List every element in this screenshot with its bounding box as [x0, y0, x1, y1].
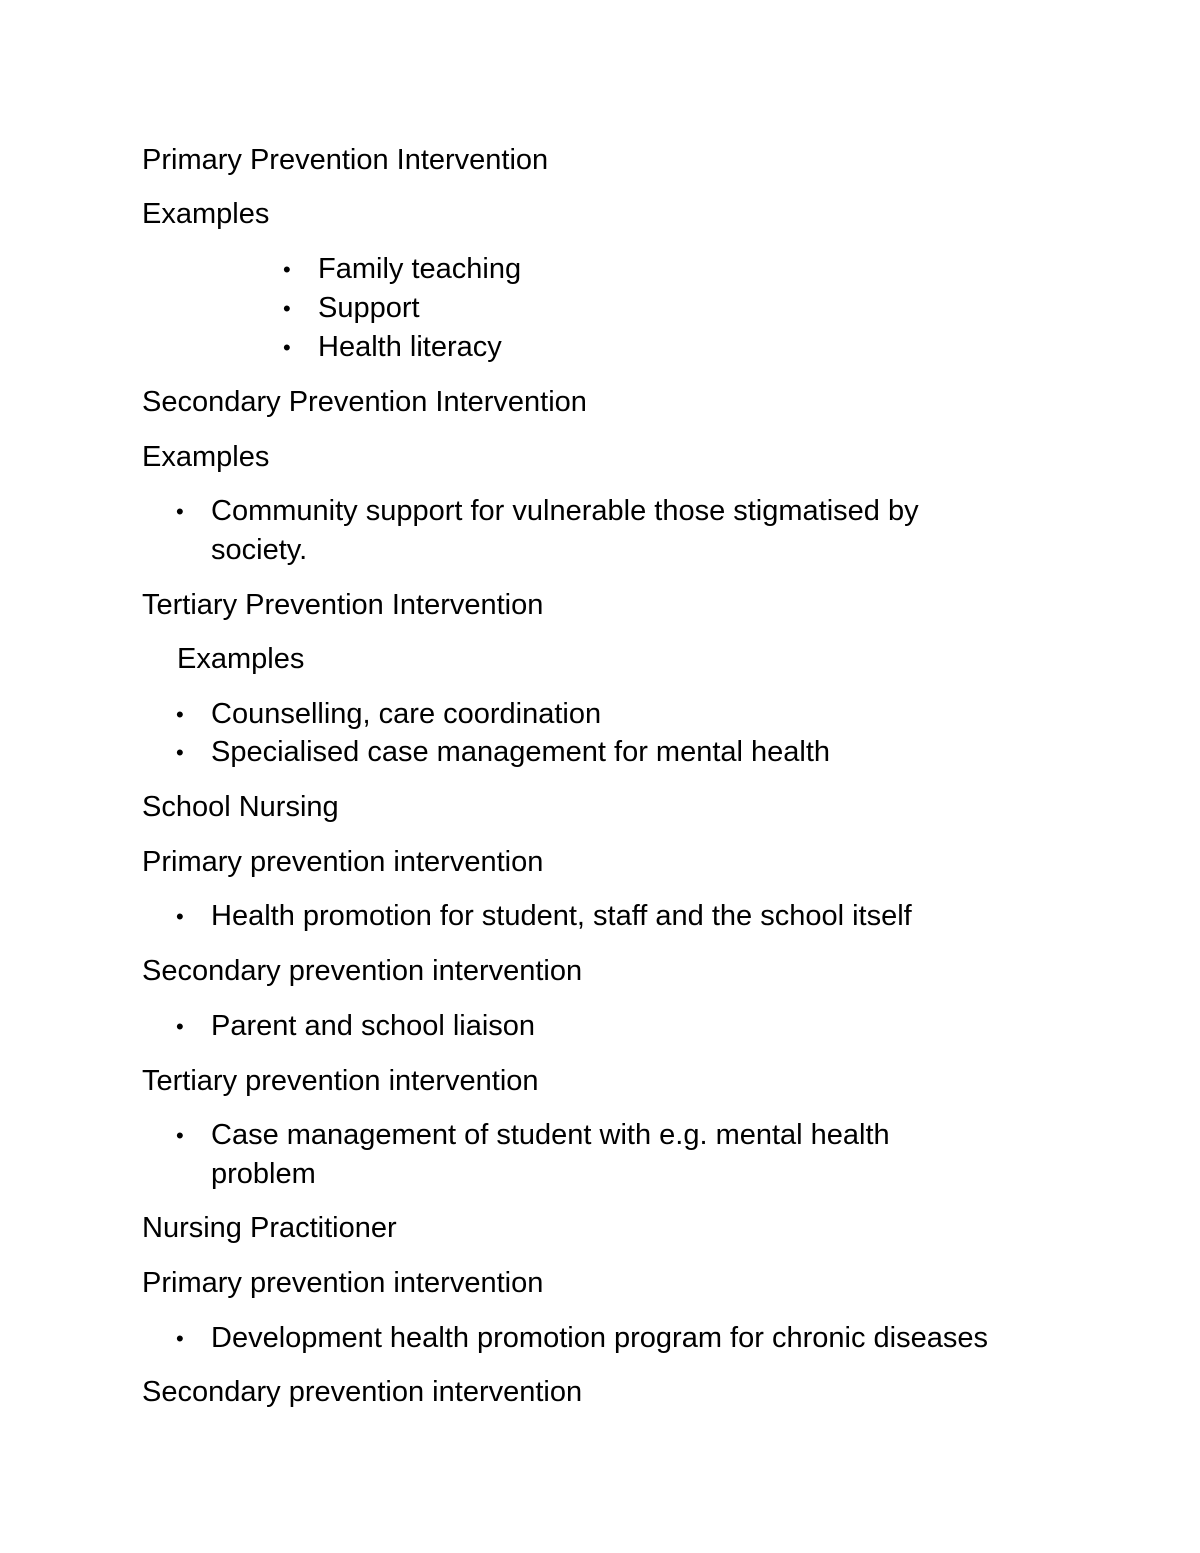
section-heading: Nursing Practitioner [142, 1212, 397, 1244]
bullet-icon: • [176, 1123, 184, 1148]
bullet-icon: • [176, 740, 184, 765]
list-item: Family teaching [318, 253, 522, 285]
section-heading: Secondary prevention intervention [142, 1376, 583, 1408]
list-item: Health literacy [318, 331, 502, 363]
section-subheading: Examples [177, 643, 305, 675]
section-heading: Primary Prevention Intervention [142, 144, 549, 176]
list-item-continuation: problem [211, 1158, 316, 1190]
section-heading: School Nursing [142, 791, 339, 823]
section-heading: Primary prevention intervention [142, 1267, 544, 1299]
list-item: Health promotion for student, staff and the school itself [211, 900, 912, 932]
bullet-icon: • [176, 1326, 184, 1351]
bullet-icon: • [176, 1014, 184, 1039]
list-item: Community support for vulnerable those stigmatised by [211, 495, 919, 527]
list-item: Parent and school liaison [211, 1010, 536, 1042]
bullet-icon: • [176, 904, 184, 929]
bullet-icon: • [283, 335, 291, 360]
list-item: Specialised case management for mental health [211, 736, 831, 768]
bullet-icon: • [176, 499, 184, 524]
list-item: Development health promotion program for chronic diseases [211, 1322, 988, 1354]
list-item: Counselling, care coordination [211, 698, 602, 730]
section-heading: Secondary Prevention Intervention [142, 386, 587, 418]
bullet-icon: • [283, 257, 291, 282]
section-heading: Tertiary Prevention Intervention [142, 589, 544, 621]
bullet-icon: • [176, 702, 184, 727]
section-subheading: Examples [142, 441, 270, 473]
list-item: Case management of student with e.g. mental health [211, 1119, 890, 1151]
bullet-icon: • [283, 296, 291, 321]
section-heading: Primary prevention intervention [142, 846, 544, 878]
list-item: Support [318, 292, 420, 324]
section-subheading: Examples [142, 198, 270, 230]
section-heading: Secondary prevention intervention [142, 955, 583, 987]
list-item-continuation: society. [211, 534, 308, 566]
section-heading: Tertiary prevention intervention [142, 1065, 539, 1097]
